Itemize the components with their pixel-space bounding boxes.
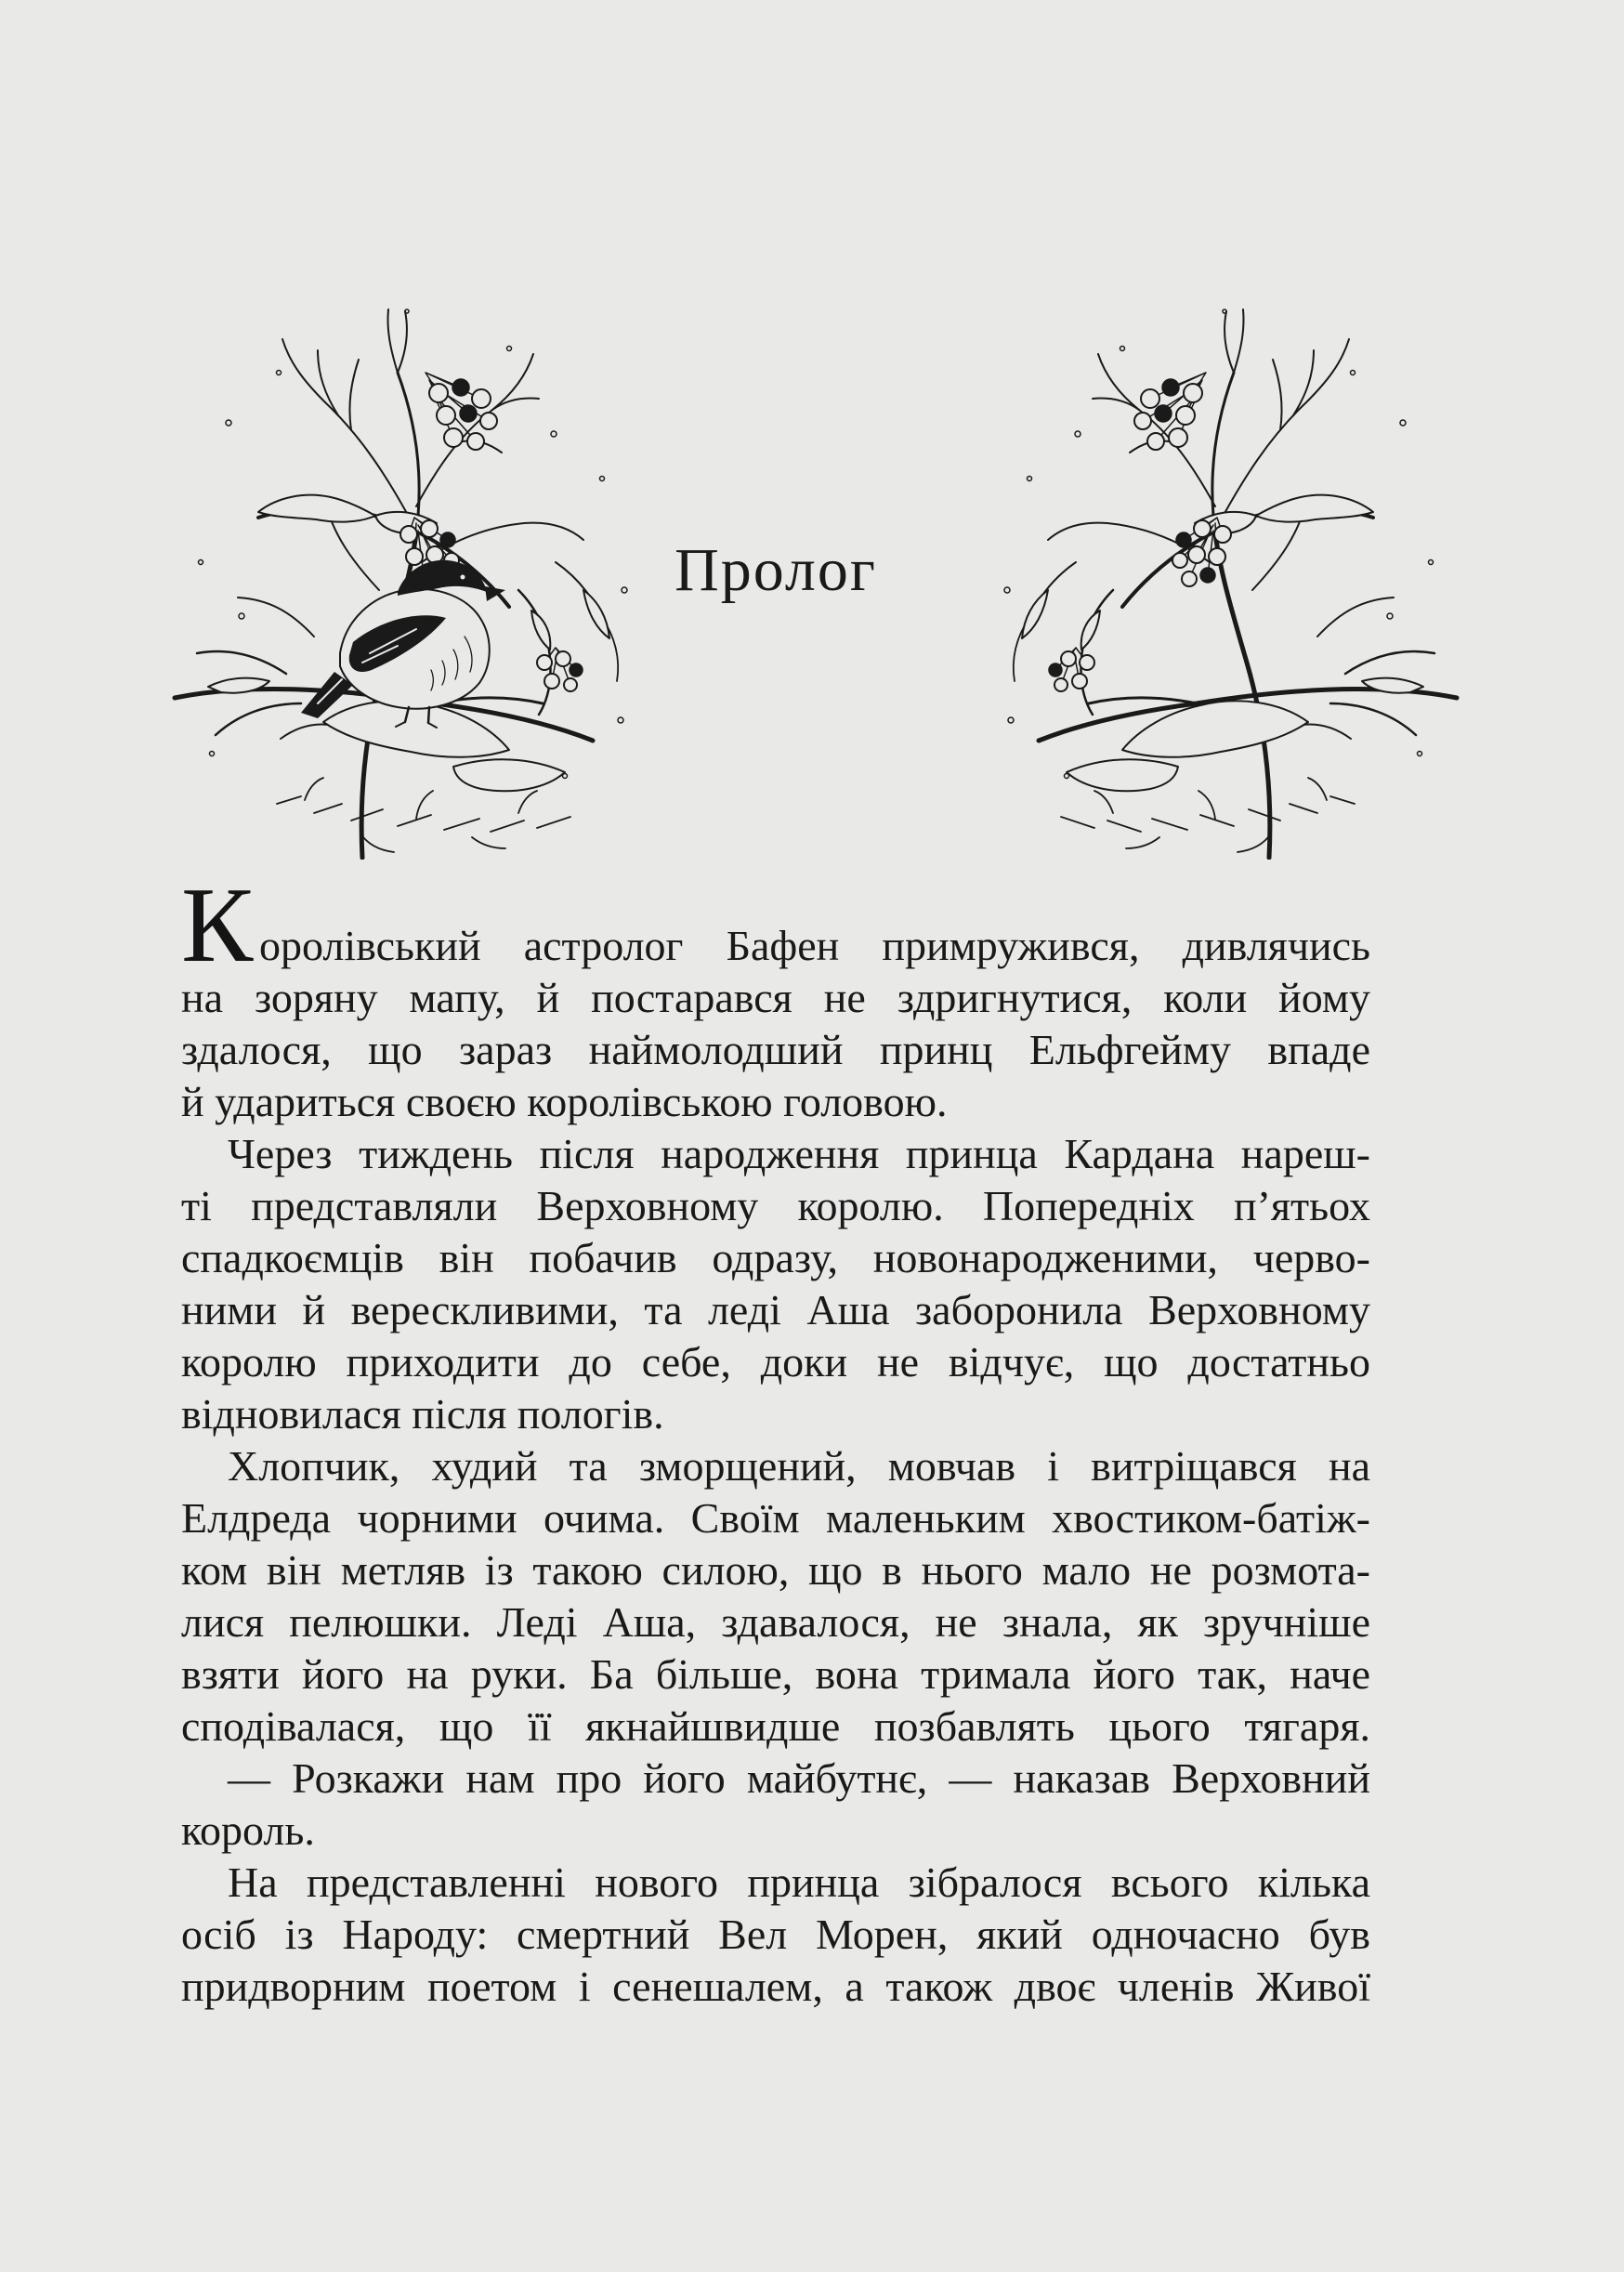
- text-line: На представленні нового принца зібралося всього кілька: [228, 1858, 1370, 1906]
- text-line: Хлопчик, худий та зморщений, мовчав і витріщався на: [228, 1442, 1370, 1490]
- body-text: [181, 866, 1370, 2013]
- text-line: — Розкажи нам про його майбутнє, — наказав Верховний: [228, 1754, 1370, 1802]
- chapter-title: Пролог: [674, 536, 877, 604]
- text-line: Через тиждень після народження принца Кардана нареш-: [228, 1130, 1370, 1177]
- text-line: ком він метляв із такою силою, що в нього мало не розмота-: [181, 1546, 1370, 1594]
- text-line: осіб із Народу: смертний Вел Морен, який одночасно був: [181, 1911, 1370, 1958]
- text-line: здалося, що зараз наймолодший принц Ельфгейму впаде: [181, 1026, 1370, 1073]
- text-line: ними й верескливими, та леді Аша заборонила Верховному: [181, 1286, 1370, 1333]
- text-line: королю приходити до себе, доки не відчує, що достатньо: [181, 1338, 1370, 1386]
- text-line: король.: [181, 1806, 315, 1854]
- text-line: ті представляли Верховному королю. Попередніх п’ятьох: [181, 1182, 1370, 1229]
- drop-cap-letter: К: [181, 866, 254, 985]
- text-line: придворним поетом і сенешалем, а також двоє членів Живої: [181, 1963, 1370, 2010]
- text-line: Елдреда чорними очима. Своїм маленьким хвостиком-батіж-: [181, 1494, 1370, 1542]
- text-line: на зоряну мапу, й постарався не здригнутися, коли йому: [181, 974, 1370, 1021]
- text-line: К оролівський астролог Бафен примружився, дивлячись: [181, 866, 1370, 985]
- text-line: спадкоємців він побачив одразу, новонародженими, черво-: [181, 1234, 1370, 1281]
- text-line: відновилася після пологів.: [181, 1390, 664, 1438]
- text-line: взяти його на руки. Ба більше, вона тримала його так, наче: [181, 1650, 1370, 1698]
- text-line: й удариться своєю королівською головою.: [181, 1078, 948, 1125]
- text-line: сподівалася, що її якнайшвидше позбавлять цього тягаря.: [181, 1702, 1370, 1750]
- text-line: лися пелюшки. Леді Аша, здавалося, не знала, як зручніше: [181, 1598, 1370, 1646]
